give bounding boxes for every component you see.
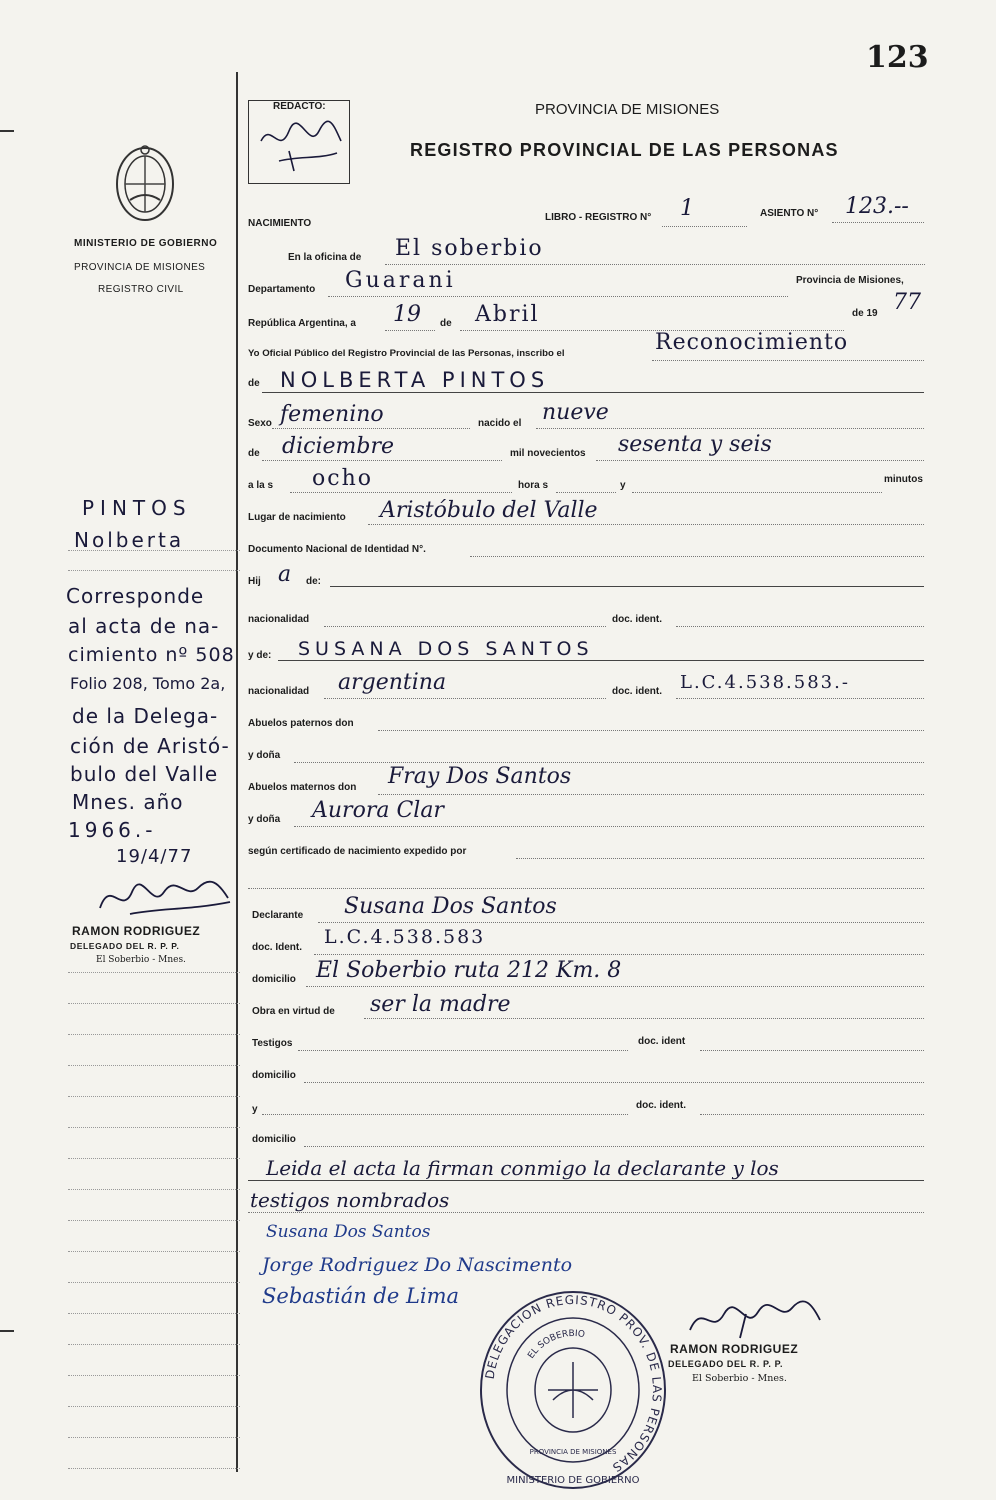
yde-label: y de: [248,650,272,661]
y2-label: y [252,1104,258,1115]
libro-label: LIBRO - REGISTRO N° [545,212,652,223]
redacto-signature [249,101,349,181]
margin-ruled-line [68,1282,240,1283]
left-stamp-name: RAMON RODRIGUEZ [72,924,201,938]
margin-surname: PINTOS [82,496,192,520]
de2-label: de [248,448,260,459]
margin-line-8: 1966.- [68,818,157,842]
lugar-value: Aristóbulo del Valle [380,498,598,523]
abuelos-pat-label: Abuelos paternos don [248,718,354,729]
margin-ruled-line [68,1344,240,1345]
declarante-value: Susana Dos Santos [344,894,557,919]
official-seal-icon [478,1290,668,1490]
departamento-label: Departamento [248,284,316,295]
asiento-label: ASIENTO N° [760,208,819,219]
margin-ruled-line [68,1158,240,1159]
nacionalidad-label: nacionalidad [248,614,310,625]
sexo-value: femenino [280,402,384,427]
del-label: de [248,378,260,389]
redacto-label: REDACTO: [273,101,326,112]
seal-bottom-text: MINISTERIO DE GOBIERNO [506,1475,640,1486]
docident3-label: doc. Ident. [252,942,302,953]
oficina-value: El soberbio [395,236,544,261]
y-label: y [620,480,626,491]
right-stamp-place: El Soberbio - Mnes. [692,1373,787,1384]
margin-divider [236,72,238,1472]
left-header-provincia: PROVINCIA DE MISIONES [74,262,206,273]
oficial-value: Reconocimiento [655,330,849,355]
margin-ruled-line [68,1096,240,1097]
docident5-label: doc. ident. [636,1100,686,1111]
leida-line2: testigos nombrados [250,1188,450,1212]
margin-ruled-line [68,1220,240,1221]
margin-line-3: Folio 208, Tomo 2a, [70,674,226,693]
margin-line-2: cimiento nº 508 [68,644,235,666]
domicilio-value: El Soberbio ruta 212 Km. 8 [316,958,622,983]
margin-ruled-line [68,972,240,973]
declarante-label: Declarante [252,910,304,921]
domicilio2-label: domicilio [252,1070,296,1081]
crest-icon [108,140,182,226]
obra-label: Obra en virtud de [252,1006,335,1017]
hij-value: a [278,562,292,587]
nombre-value: NOLBERTA PINTOS [280,368,550,392]
abuelos-mat-value: Fray Dos Santos [388,764,572,789]
margin-ruled-line [68,1313,240,1314]
mes2-value: diciembre [282,434,394,459]
left-header-ministerio: MINISTERIO DE GOBIERNO [74,238,218,249]
dia-value: 19 [393,302,421,327]
nacionalidad2-value: argentina [338,670,447,695]
margin-line-0: Corresponde [66,584,205,608]
margin-line-6: bulo del Valle [70,762,219,786]
firma-susana: Susana Dos Santos [266,1222,431,1242]
margin-date: 19/4/77 [116,846,193,867]
oficina-label: En la oficina de [288,252,362,263]
margin-ruled-line [68,1065,240,1066]
segun-label: según certificado de nacimiento expedido por [248,846,467,857]
margin-ruled-line [68,1468,240,1469]
obra-value: ser la madre [370,992,511,1017]
docident2-value: L.C.4.538.583.- [680,672,850,693]
margin-ruled-line [68,1437,240,1438]
departamento-value: Guarani [345,268,456,293]
seal-outer-text: DELEGACION REGISTRO PROV. DE LAS PERSONAS [482,1292,665,1476]
oficial-label: Yo Oficial Público del Registro Provincial de las Personas, inscribo el [248,348,565,359]
header-title: REGISTRO PROVINCIAL DE LAS PERSONAS [410,140,839,160]
domicilio-label: domicilio [252,974,296,985]
margin-line-1: al acta de na- [68,614,220,638]
right-stamp-name: RAMON RODRIGUEZ [670,1342,799,1356]
right-signature [680,1294,830,1344]
alas-label: a la s [248,480,274,491]
firma-sebastian: Sebastián de Lima [262,1284,460,1308]
republica-label: República Argentina, a [248,318,356,329]
left-signature [90,868,240,928]
firma-jorge: Jorge Rodriguez Do Nascimento [262,1254,573,1276]
asiento-value: 123.-- [845,194,909,219]
ydona2-label: y doña [248,814,281,825]
mil-value: sesenta y seis [618,432,772,457]
margin-ruled-line [68,1127,240,1128]
margin-ruled-line [68,1375,240,1376]
redacto-box [248,100,350,184]
lugar-label: Lugar de nacimiento [248,512,346,523]
margin-ruled-line [68,1406,240,1407]
docident2-label: doc. ident. [612,686,662,697]
right-stamp-role: DELEGADO DEL R. P. P. [668,1359,784,1369]
nacionalidad2-label: nacionalidad [248,686,310,697]
domicilio3-label: domicilio [252,1134,296,1145]
left-stamp-role: DELEGADO DEL R. P. P. [70,941,180,951]
nacido-label: nacido el [478,418,522,429]
dni-label: Documento Nacional de Identidad N°. [248,544,426,555]
testigos-label: Testigos [252,1038,293,1049]
margin-ruled-line [68,1003,240,1004]
nacimiento-label: NACIMIENTO [248,218,312,229]
margin-ruled-line [68,1189,240,1190]
margin-ruled-line [68,1034,240,1035]
docident3-value: L.C.4.538.583 [324,926,486,948]
leida-line1: Leida el acta la firman conmigo la declarante y los [266,1156,779,1180]
docident-label: doc. ident. [612,614,662,625]
left-stamp-place: El Soberbio - Mnes. [96,955,186,965]
anio-label: de 19 [852,308,878,319]
margin-line-4: de la Delega- [72,704,219,728]
left-header-registro: REGISTRO CIVIL [98,284,184,295]
margin-firstname: Nolberta [74,528,185,552]
margin-ruled-line [68,1251,240,1252]
page-number: 123 [866,40,929,75]
seal-inner-text: EL SOBERBIO [526,1328,586,1361]
sexo-label: Sexo [248,418,272,429]
mes-value: Abril [475,302,540,327]
margin-line-7: Mnes. año [72,790,184,814]
docident4-label: doc. ident [638,1036,686,1047]
svg-text:EL SOBERBIO [526,1329,585,1361]
alas-value: ocho [312,466,373,491]
seal-inner-bottom-text: PROVINCIA DE MISIONES [529,1448,617,1456]
libro-value: 1 [680,196,694,221]
mil-label: mil novecientos [510,448,586,459]
hora-label: hora s [518,480,549,491]
hij-label: Hij [248,576,261,587]
de3-label: de: [306,576,321,587]
anio-value: 77 [893,290,921,315]
ydona2-value: Aurora Clar [312,798,444,823]
madre-value: SUSANA DOS SANTOS [298,638,594,660]
de-label: de [440,318,452,329]
provincia-label: Provincia de Misiones, [796,275,904,286]
ydona-label: y doña [248,750,281,761]
header-province: PROVINCIA DE MISIONES [535,101,720,118]
margin-line-5: ción de Aristó- [70,734,230,758]
minutos-label: minutos [884,474,923,485]
abuelos-mat-label: Abuelos maternos don [248,782,357,793]
nacido-value: nueve [542,400,609,425]
